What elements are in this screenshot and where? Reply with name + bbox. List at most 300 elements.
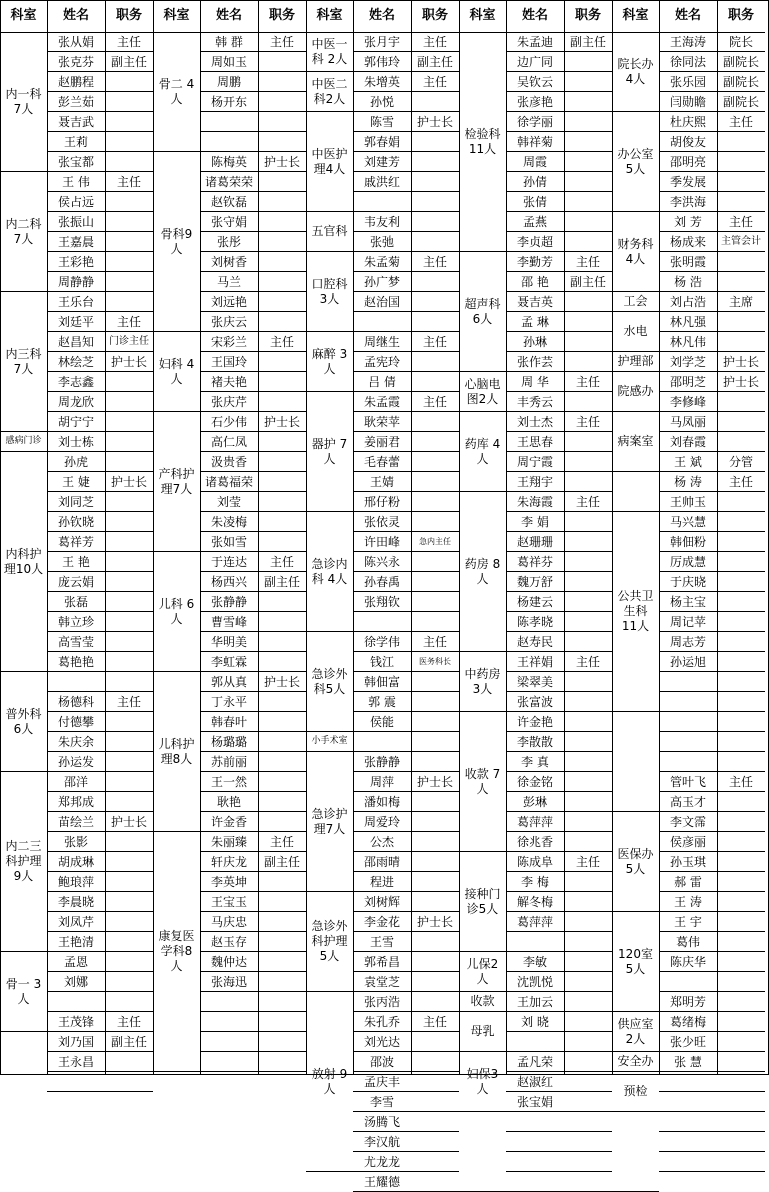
staff-name: 轩庆龙 [200, 852, 258, 872]
staff-role: 主任 [105, 1012, 153, 1032]
dept-cell: 急诊外科护理5人 [306, 892, 353, 992]
staff-role [564, 1072, 612, 1092]
staff-role: 主任 [411, 392, 459, 412]
staff-name: 朱孟菊 [353, 252, 411, 272]
staff-role: 急内主任 [411, 532, 459, 552]
staff-name: 边广同 [506, 52, 564, 72]
staff-role [105, 1072, 153, 1092]
dept-cell: 120室 5人 [612, 912, 659, 1012]
staff-name: 彭兰茹 [47, 92, 105, 112]
staff-name: 诸葛荣荣 [200, 172, 258, 192]
dept-cell: 急诊护理7人 [306, 752, 353, 892]
dept-cell: 五官科 [306, 212, 353, 252]
dept-cell: 检验科 11人 [459, 32, 506, 252]
dept-cell: 中医一科 2人 [306, 32, 353, 72]
dept-cell: 医保办 5人 [612, 812, 659, 912]
staff-name: 胡宁宁 [47, 412, 105, 432]
staff-name: 王雪 [353, 932, 411, 952]
staff-name: 王思春 [506, 432, 564, 452]
staff-name: 许金香 [200, 812, 258, 832]
staff-name: 张倩 [506, 192, 564, 212]
staff-name: 王海涛 [659, 32, 717, 52]
dept-cell: 预检 [612, 1072, 659, 1112]
staff-name [506, 1132, 564, 1152]
staff-name: 魏仲达 [200, 952, 258, 972]
staff-name: 李散散 [506, 732, 564, 752]
staff-role [564, 1152, 612, 1172]
dept-cell: 普外科 6人 [0, 672, 47, 772]
dept-cell: 内一科 7人 [0, 32, 47, 172]
staff-name: 沈凯悦 [506, 972, 564, 992]
dept-cell: 财务科 4人 [612, 212, 659, 292]
staff-name: 杨 浩 [659, 272, 717, 292]
staff-name: 聂吉武 [47, 112, 105, 132]
staff-name: 马兰 [200, 272, 258, 292]
dept-cell: 内二科 7人 [0, 172, 47, 292]
staff-name: 郭从真 [200, 672, 258, 692]
staff-name: 聂吉英 [506, 292, 564, 312]
staff-name: 王 宇 [659, 912, 717, 932]
staff-name: 王国玲 [200, 352, 258, 372]
dept-cell [612, 1112, 659, 1192]
staff-name: 潘如梅 [353, 792, 411, 812]
staff-name: 张从娟 [47, 32, 105, 52]
staff-role: 副主任 [105, 1032, 153, 1052]
staff-name: 钱江 [353, 652, 411, 672]
staff-role: 主席 [717, 292, 765, 312]
staff-name: 张海迅 [200, 972, 258, 992]
staff-name: 刘树香 [200, 252, 258, 272]
staff-name: 杨璐璐 [200, 732, 258, 752]
header-name: 姓名 [674, 8, 701, 23]
staff-role: 主任 [717, 112, 765, 132]
staff-role: 主任 [411, 1012, 459, 1032]
staff-role: 主任 [411, 252, 459, 272]
staff-name: 王宝玉 [200, 892, 258, 912]
staff-role: 主任 [105, 172, 153, 192]
dept-cell: 药房 8人 [459, 492, 506, 652]
staff-name: 韩佃富 [353, 672, 411, 692]
staff-name: 葛祥芬 [506, 552, 564, 572]
staff-name: 王帅玉 [659, 492, 717, 512]
staff-name: 韦友利 [353, 212, 411, 232]
staff-name: 郭伟玲 [353, 52, 411, 72]
staff-name: 徐同法 [659, 52, 717, 72]
staff-role: 主任 [564, 372, 612, 392]
staff-name: 厉成慧 [659, 552, 717, 572]
staff-name: 朱增英 [353, 72, 411, 92]
staff-name: 孙悦 [353, 92, 411, 112]
staff-name: 刘学芝 [659, 352, 717, 372]
dept-cell: 内三科7人 [0, 292, 47, 432]
staff-name: 孙春禹 [353, 572, 411, 592]
dept-cell: 骨科9人 [153, 152, 200, 332]
staff-name: 张依灵 [353, 512, 411, 532]
staff-role: 护士长 [717, 352, 765, 372]
staff-name: 胡俊友 [659, 132, 717, 152]
staff-role: 主任 [411, 32, 459, 52]
staff-name: 韩 群 [200, 32, 258, 52]
staff-name: 王耀德 [353, 1172, 411, 1192]
staff-name: 张守娟 [200, 212, 258, 232]
staff-name: 张翔钦 [353, 592, 411, 612]
staff-name: 王婧 [353, 472, 411, 492]
staff-name: 林凡伟 [659, 332, 717, 352]
staff-name: 公杰 [353, 832, 411, 852]
staff-name: 李雪 [353, 1092, 411, 1112]
staff-name: 杨德科 [47, 692, 105, 712]
staff-name: 郭 震 [353, 692, 411, 712]
dept-cell: 水电 [612, 312, 659, 352]
staff-name: 邵雨晴 [353, 852, 411, 872]
header-name: 姓名 [368, 8, 395, 23]
staff-name: 孙琳 [506, 332, 564, 352]
dept-cell: 康复医学科8人 [153, 832, 200, 1072]
staff-name: 季发展 [659, 172, 717, 192]
staff-name: 高雪莹 [47, 632, 105, 652]
staff-role: 主任 [717, 772, 765, 792]
staff-name: 尤龙龙 [353, 1152, 411, 1172]
staff-name: 周爱玲 [353, 812, 411, 832]
staff-name: 葛艳艳 [47, 652, 105, 672]
staff-name: 邵 艳 [506, 272, 564, 292]
staff-name: 张丙浩 [353, 992, 411, 1012]
staff-name: 林凡强 [659, 312, 717, 332]
staff-role: 副院长 [717, 72, 765, 92]
staff-name: 侯能 [353, 712, 411, 732]
staff-role [564, 1172, 612, 1192]
staff-role: 护士长 [105, 472, 153, 492]
staff-name: 王茂锋 [47, 1012, 105, 1032]
staff-name: 周鹏 [200, 72, 258, 92]
staff-name: 李 娟 [506, 512, 564, 532]
header-name: 姓名 [62, 8, 89, 23]
staff-name: 王 伟 [47, 172, 105, 192]
staff-role: 主任 [564, 492, 612, 512]
staff-name: 马兴慧 [659, 512, 717, 532]
staff-name: 高玉才 [659, 792, 717, 812]
staff-name: 杨主宝 [659, 592, 717, 612]
staff-name: 陈梅英 [200, 152, 258, 172]
dept-cell: 产科护理7人 [153, 412, 200, 552]
staff-name: 刘乃国 [47, 1032, 105, 1052]
staff-role [717, 1132, 765, 1152]
staff-name: 管叶飞 [659, 772, 717, 792]
staff-name: 张明霞 [659, 252, 717, 272]
staff-name: 刘光达 [353, 1032, 411, 1052]
dept-cell: 麻醉 3人 [306, 332, 353, 392]
staff-name: 王嘉晨 [47, 232, 105, 252]
staff-name: 周 华 [506, 372, 564, 392]
staff-name: 李志鑫 [47, 372, 105, 392]
staff-role: 护士长 [411, 772, 459, 792]
staff-name: 王一然 [200, 772, 258, 792]
staff-name: 苏前丽 [200, 752, 258, 772]
dept-cell: 收款 [459, 992, 506, 1012]
staff-name: 鲍琅萍 [47, 872, 105, 892]
dept-cell: 母乳 [459, 1012, 506, 1052]
staff-name: 孙运旭 [659, 652, 717, 672]
staff-name [659, 1092, 717, 1112]
staff-name: 葛伟 [659, 932, 717, 952]
staff-name: 韩祥菊 [506, 132, 564, 152]
staff-name: 王乐台 [47, 292, 105, 312]
staff-name: 葛祥芳 [47, 532, 105, 552]
dept-cell: 公共卫生科 11人 [612, 512, 659, 712]
staff-role: 主任 [717, 212, 765, 232]
staff-name: 孙广梦 [353, 272, 411, 292]
staff-name: 刘建芳 [353, 152, 411, 172]
staff-name: 杜庆熙 [659, 112, 717, 132]
staff-name: 许金艳 [506, 712, 564, 732]
staff-name: 耿荣苹 [353, 412, 411, 432]
staff-name: 周如玉 [200, 52, 258, 72]
dept-cell: 器护 7人 [306, 392, 353, 512]
dept-cell: 办公室 5人 [612, 112, 659, 212]
staff-name: 孙玉琪 [659, 852, 717, 872]
staff-name: 李晨晓 [47, 892, 105, 912]
staff-role: 主任 [564, 852, 612, 872]
dept-cell: 骨一 3人 [0, 952, 47, 1032]
staff-name: 程进 [353, 872, 411, 892]
header-role: 职务 [268, 8, 295, 23]
header-dept: 科室 [469, 8, 496, 23]
staff-name: 张作芸 [506, 352, 564, 372]
staff-name: 周龙欣 [47, 392, 105, 412]
staff-name [506, 1152, 564, 1172]
staff-name: 陈雪 [353, 112, 411, 132]
staff-name: 张月宇 [353, 32, 411, 52]
staff-name: 戚洪红 [353, 172, 411, 192]
staff-role: 副院长 [717, 92, 765, 112]
staff-name: 姜丽君 [353, 432, 411, 452]
staff-name: 王翔宇 [506, 472, 564, 492]
dept-cell: 儿科护理8人 [153, 672, 200, 832]
staff-name: 张宝都 [47, 152, 105, 172]
staff-name: 张乐园 [659, 72, 717, 92]
staff-name: 赵玉存 [200, 932, 258, 952]
dept-cell: 儿保2人 [459, 952, 506, 992]
staff-name: 郭希昌 [353, 952, 411, 972]
dept-cell: 急诊外科5人 [306, 632, 353, 732]
staff-role: 主任 [564, 652, 612, 672]
dept-cell: 内二三科护理9人 [0, 772, 47, 952]
staff-name: 侯占远 [47, 192, 105, 212]
staff-name: 孟恩 [47, 952, 105, 972]
staff-role: 副主任 [564, 32, 612, 52]
staff-name: 李洪海 [659, 192, 717, 212]
staff-name: 侯彦丽 [659, 832, 717, 852]
staff-role: 护士长 [258, 412, 306, 432]
staff-name: 李勤芳 [506, 252, 564, 272]
staff-name: 李汉航 [353, 1132, 411, 1152]
staff-name: 石少伟 [200, 412, 258, 432]
dept-cell: 骨二 4人 [153, 32, 200, 152]
staff-name: 赵钦磊 [200, 192, 258, 212]
header-name: 姓名 [521, 8, 548, 23]
staff-name: 赵鹏程 [47, 72, 105, 92]
dept-cell: 院长办 4人 [612, 32, 659, 112]
staff-role: 主任 [258, 32, 306, 52]
staff-name: 郭春娟 [353, 132, 411, 152]
staff-name [47, 1072, 105, 1092]
staff-name: 林绘芝 [47, 352, 105, 372]
staff-role: 副主任 [105, 52, 153, 72]
staff-role [717, 1072, 765, 1092]
staff-name: 朱孔乔 [353, 1012, 411, 1032]
staff-role: 副主任 [258, 572, 306, 592]
header-dept: 科室 [622, 8, 649, 23]
staff-name: 赵昌知 [47, 332, 105, 352]
staff-name: 张静静 [200, 592, 258, 612]
staff-name: 刘同芝 [47, 492, 105, 512]
staff-name: 周静静 [47, 272, 105, 292]
staff-name: 诸葛福荣 [200, 472, 258, 492]
staff-role [411, 1072, 459, 1092]
header-dept: 科室 [10, 8, 37, 23]
staff-name: 徐学丽 [506, 112, 564, 132]
dept-cell: 妇科 4人 [153, 332, 200, 412]
dept-cell: 供应室 2人 [612, 1012, 659, 1052]
staff-name: 宋彩兰 [200, 332, 258, 352]
staff-name: 王艳清 [47, 932, 105, 952]
staff-name: 张庆芹 [200, 392, 258, 412]
dept-cell: 病案室 [612, 412, 659, 472]
staff-role: 医务科长 [411, 652, 459, 672]
staff-name: 邵明亮 [659, 152, 717, 172]
staff-name: 邵明芝 [659, 372, 717, 392]
staff-name: 张宝娟 [506, 1092, 564, 1112]
staff-name: 孙钦晓 [47, 512, 105, 532]
dept-cell: 药库 4人 [459, 412, 506, 492]
staff-name [506, 1112, 564, 1132]
staff-name: 韩春叶 [200, 712, 258, 732]
staff-name: 王 斌 [659, 452, 717, 472]
staff-name: 苗绘兰 [47, 812, 105, 832]
staff-role: 主任 [564, 252, 612, 272]
staff-name: 汲贵香 [200, 452, 258, 472]
staff-role: 副主任 [258, 852, 306, 872]
staff-role: 主任 [105, 312, 153, 332]
staff-name: 张富波 [506, 692, 564, 712]
staff-name: 周宁霞 [506, 452, 564, 472]
dept-cell: 心脑电图2人 [459, 372, 506, 412]
staff-role: 主任 [258, 832, 306, 852]
staff-name: 丁永平 [200, 692, 258, 712]
dept-cell: 内科护理10人 [0, 452, 47, 672]
staff-name: 葛萍萍 [506, 812, 564, 832]
staff-role: 门诊主任 [105, 332, 153, 352]
dept-cell: 急诊内科 4人 [306, 512, 353, 632]
staff-name: 马庆忠 [200, 912, 258, 932]
staff-role: 护士长 [717, 372, 765, 392]
staff-name: 李敏 [506, 952, 564, 972]
staff-name: 李虹霖 [200, 652, 258, 672]
staff-name: 陈成阜 [506, 852, 564, 872]
staff-name: 庞云娟 [47, 572, 105, 592]
staff-name: 许田峰 [353, 532, 411, 552]
staff-role: 主任 [717, 472, 765, 492]
staff-role: 护士长 [258, 152, 306, 172]
staff-name: 王加云 [506, 992, 564, 1012]
staff-name: 陈孝晓 [506, 612, 564, 632]
staff-role: 副院长 [717, 52, 765, 72]
staff-name: 郝 雷 [659, 872, 717, 892]
staff-name: 陈庆华 [659, 952, 717, 972]
staff-name: 孟燕 [506, 212, 564, 232]
staff-name: 孙运发 [47, 752, 105, 772]
staff-name: 李贞超 [506, 232, 564, 252]
staff-name: 张 慧 [659, 1052, 717, 1072]
dept-cell: 口腔科 3人 [306, 252, 353, 332]
staff-name: 王 涛 [659, 892, 717, 912]
staff-name: 朱凌梅 [200, 512, 258, 532]
staff-name: 孟凡荣 [506, 1052, 564, 1072]
header-dept: 科室 [316, 8, 343, 23]
staff-name: 张彦艳 [506, 92, 564, 112]
header-name: 姓名 [215, 8, 242, 23]
staff-name: 张磊 [47, 592, 105, 612]
staff-name: 刘廷平 [47, 312, 105, 332]
staff-name: 葛绪梅 [659, 1012, 717, 1032]
staff-name [659, 1112, 717, 1132]
staff-role: 主管会计 [717, 232, 765, 252]
staff-name: 孙倩 [506, 172, 564, 192]
staff-name: 周志芳 [659, 632, 717, 652]
staff-name: 赵淑红 [506, 1072, 564, 1092]
staff-name [659, 1152, 717, 1172]
staff-name: 李 梅 [506, 872, 564, 892]
staff-name: 刘娜 [47, 972, 105, 992]
staff-role: 主任 [105, 692, 153, 712]
staff-name: 张如雪 [200, 532, 258, 552]
staff-name: 王莉 [47, 132, 105, 152]
staff-name: 孙虎 [47, 452, 105, 472]
staff-name: 张少旺 [659, 1032, 717, 1052]
staff-name: 耿艳 [200, 792, 258, 812]
staff-name: 杨西兴 [200, 572, 258, 592]
staff-name: 邢仔粉 [353, 492, 411, 512]
staff-name: 葛萍萍 [506, 912, 564, 932]
staff-name: 李文霈 [659, 812, 717, 832]
staff-name [659, 1072, 717, 1092]
staff-role: 护士长 [105, 352, 153, 372]
staff-name: 李英坤 [200, 872, 258, 892]
staff-role: 护士长 [411, 912, 459, 932]
staff-name: 于庆晓 [659, 572, 717, 592]
staff-role: 主任 [411, 332, 459, 352]
dept-cell: 超声科 6人 [459, 252, 506, 372]
staff-role [717, 1092, 765, 1112]
staff-role: 护士长 [105, 812, 153, 832]
staff-name [506, 1172, 564, 1192]
staff-name: 张影 [47, 832, 105, 852]
staff-role [411, 1152, 459, 1172]
dept-cell [459, 1112, 506, 1192]
staff-name: 孟 琳 [506, 312, 564, 332]
staff-name: 朱丽臻 [200, 832, 258, 852]
staff-name: 刘树辉 [353, 892, 411, 912]
dept-cell: 收款 7人 [459, 712, 506, 852]
staff-name [659, 1132, 717, 1152]
header-role: 职务 [574, 8, 601, 23]
staff-name: 毛春蕾 [353, 452, 411, 472]
staff-name: 马凤丽 [659, 412, 717, 432]
staff-name: 韩佃粉 [659, 532, 717, 552]
staff-name: 解冬梅 [506, 892, 564, 912]
staff-name: 张克芬 [47, 52, 105, 72]
header-role: 职务 [115, 8, 142, 23]
